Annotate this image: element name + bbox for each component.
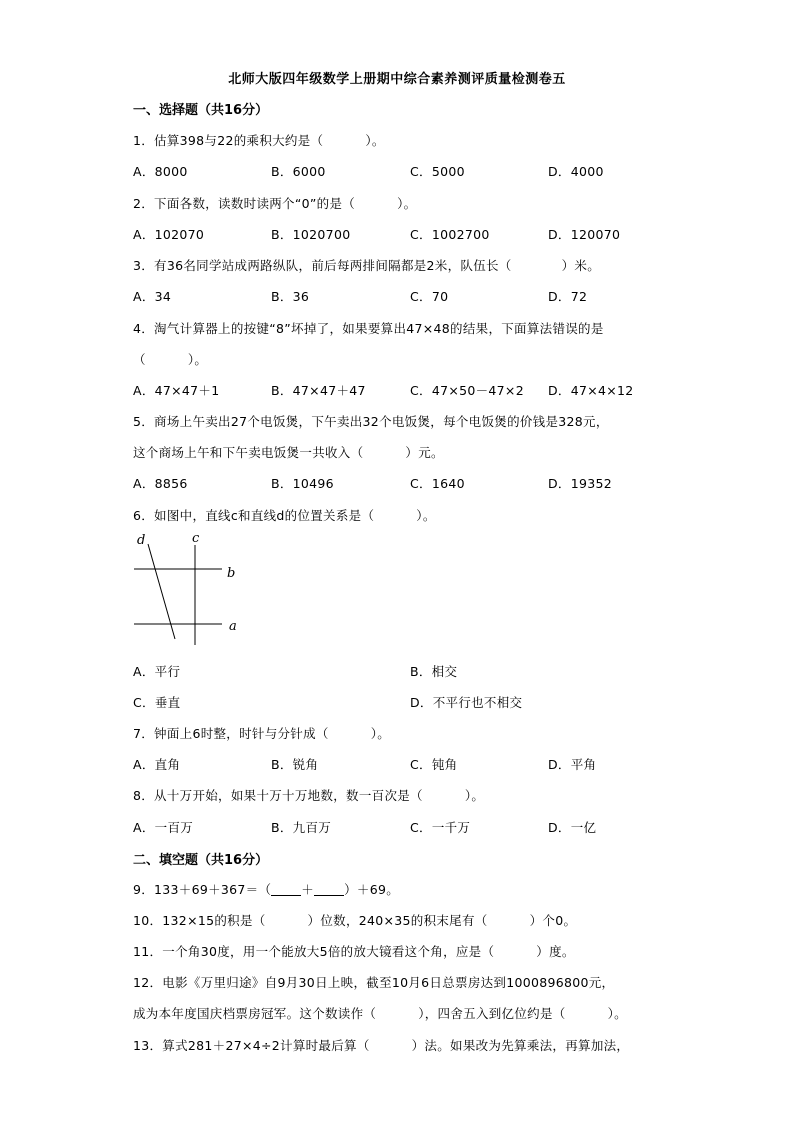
question-text: ）。 — [416, 508, 436, 523]
option-a[interactable]: A．一百万 — [133, 820, 194, 835]
option-d[interactable]: D．不平行也不相交 — [410, 695, 523, 710]
option-b[interactable]: B．锐角 — [271, 757, 319, 772]
option-a[interactable]: A．8000 — [133, 164, 188, 179]
line-d — [148, 544, 175, 639]
question-text: 9．133＋69＋367＝（ — [133, 882, 272, 897]
question-text: 6．如图中，直线c和直线d的位置关系是（ — [133, 508, 375, 523]
question-text: ）元。 — [405, 445, 444, 460]
option-b[interactable]: B．6000 — [271, 164, 326, 179]
label-c: c — [192, 531, 200, 546]
option-d[interactable]: D．一亿 — [548, 820, 597, 835]
option-c[interactable]: C．1002700 — [410, 227, 490, 242]
option-c[interactable]: C．钝角 — [410, 757, 458, 772]
option-c[interactable]: C．一千万 — [410, 820, 471, 835]
question-text: 3．有36名同学站成两路纵队，前后每两排间隔都是2米，队伍长（ — [133, 258, 512, 273]
option-b[interactable]: B．47×47＋47 — [271, 383, 366, 398]
option-c[interactable]: C．1640 — [410, 476, 465, 491]
question-3 — [133, 256, 600, 274]
question-13 — [133, 1036, 629, 1054]
question-text: ）＋69。 — [344, 882, 399, 897]
section-fill-heading: 二、填空题（共16分） — [133, 853, 269, 868]
question-text: ）。 — [187, 352, 208, 367]
question-11 — [133, 942, 575, 960]
question-text: 1．估算398与22的乘积大约是（ — [133, 133, 324, 148]
question-12: 12．电影《万里归途》自9月30日上映，截至10月6日总票房达到1000896800元， — [133, 975, 615, 990]
question-12-cont — [133, 1004, 627, 1022]
question-4-cont — [133, 350, 207, 368]
question-4: 4．淘气计算器上的按键“8”坏掉了，如果要算出47×48的结果，下面算法错误的是 — [133, 321, 604, 336]
question-text: ）个0。 — [529, 913, 577, 928]
question-text: 这个商场上午和下午卖电饭煲一共收入（ — [133, 445, 364, 460]
question-text: ）。 — [370, 726, 391, 741]
question-text: 10．132×15的积是（ — [133, 913, 266, 928]
option-d[interactable]: D．120070 — [548, 227, 621, 242]
question-5-cont — [133, 443, 444, 461]
label-d: d — [137, 533, 146, 548]
option-a[interactable]: A．直角 — [133, 757, 181, 772]
option-b[interactable]: B．10496 — [271, 476, 334, 491]
question-text: 成为本年度国庆档票房冠军。这个数读作（ — [133, 1006, 377, 1021]
question-text: 7．钟面上6时整，时针与分针成（ — [133, 726, 329, 741]
question-text: 13．算式281＋27×4÷2计算时最后算（ — [133, 1038, 370, 1053]
question-text: ）位数，240×35的积末尾有（ — [307, 913, 488, 928]
page-title: 北师大版四年级数学上册期中综合素养测评质量检测卷五 — [228, 72, 566, 87]
option-a[interactable]: A．8856 — [133, 476, 188, 491]
question-text: ）。 — [397, 196, 417, 211]
label-a: a — [229, 619, 237, 634]
question-text: ）米。 — [561, 258, 601, 273]
section-choice-heading: 一、选择题（共16分） — [133, 103, 269, 118]
question-1 — [133, 131, 385, 149]
question-text: 8．从十万开始，如果十万十万地数，数一百次是（ — [133, 788, 423, 803]
question-text: （ — [133, 352, 146, 367]
option-d[interactable]: D．4000 — [548, 164, 604, 179]
option-d[interactable]: D．47×4×12 — [548, 383, 634, 398]
option-d[interactable]: D．平角 — [548, 757, 597, 772]
question-text: ）。 — [607, 1006, 627, 1021]
label-b: b — [227, 566, 236, 581]
answer-blank[interactable] — [271, 883, 301, 896]
question-text: ＋ — [301, 882, 315, 897]
option-b[interactable]: B．36 — [271, 289, 310, 304]
question-10 — [133, 911, 576, 929]
question-text: ）。 — [365, 133, 385, 148]
question-8 — [133, 786, 484, 804]
question-text: ）度。 — [536, 944, 575, 959]
option-b[interactable]: B．九百万 — [271, 820, 332, 835]
option-d[interactable]: D．19352 — [548, 476, 612, 491]
option-c[interactable]: C．5000 — [410, 164, 465, 179]
question-text: ），四舍五入到亿位约是（ — [418, 1006, 566, 1021]
option-a[interactable]: A．34 — [133, 289, 172, 304]
option-b[interactable]: B．1020700 — [271, 227, 351, 242]
question-text: ）法。如果改为先算乘法，再算加法， — [411, 1038, 630, 1053]
option-d[interactable]: D．72 — [548, 289, 588, 304]
question-text: 11．一个角30度，用一个能放大5倍的放大镜看这个角，应是（ — [133, 944, 495, 959]
option-b[interactable]: B．相交 — [410, 664, 458, 679]
question-9 — [133, 880, 399, 898]
option-c[interactable]: C．70 — [410, 289, 449, 304]
question-5: 5．商场上午卖出27个电饭煲，下午卖出32个电饭煲，每个电饭煲的价钱是328元， — [133, 414, 609, 429]
option-a[interactable]: A．102070 — [133, 227, 205, 242]
lines-figure — [128, 530, 258, 650]
option-c[interactable]: C．47×50－47×2 — [410, 383, 524, 398]
option-a[interactable]: A．平行 — [133, 664, 181, 679]
option-c[interactable]: C．垂直 — [133, 695, 181, 710]
option-a[interactable]: A．47×47＋1 — [133, 383, 220, 398]
answer-blank[interactable] — [314, 883, 344, 896]
question-6 — [133, 506, 436, 524]
question-text: ）。 — [464, 788, 485, 803]
question-2 — [133, 194, 416, 212]
question-7 — [133, 724, 390, 742]
question-text: 2．下面各数，读数时读两个“0”的是（ — [133, 196, 356, 211]
